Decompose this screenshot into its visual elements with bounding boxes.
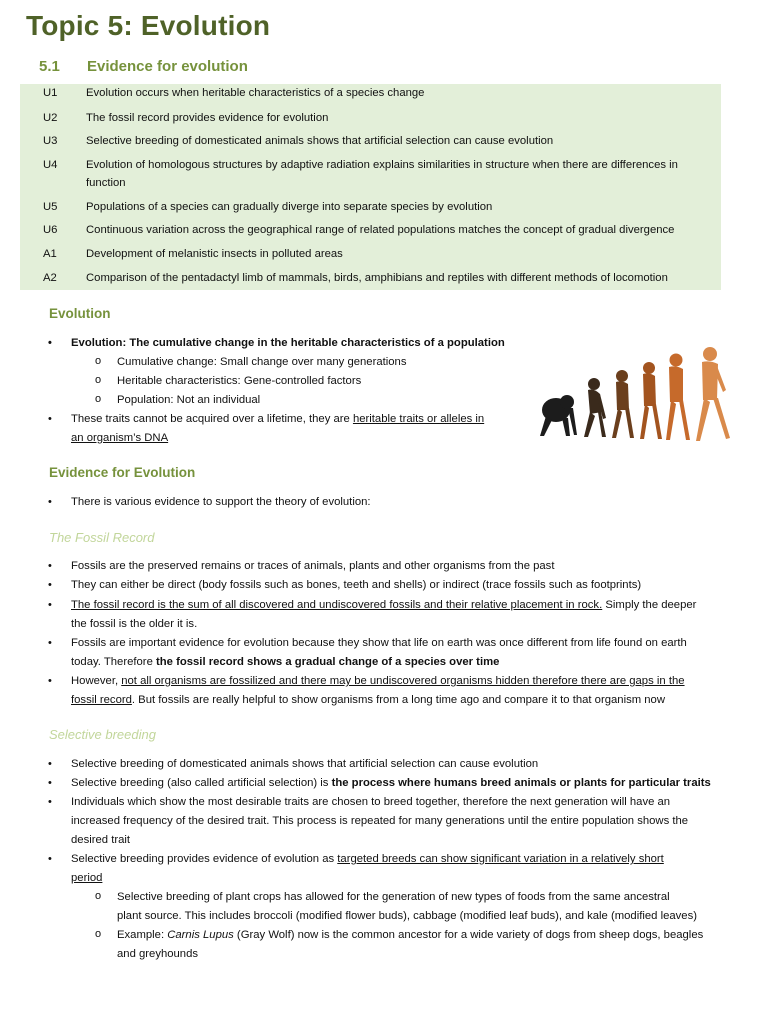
traits-text: These traits cannot be acquired over a lifetime, they are	[71, 413, 353, 425]
evidence-heading: Evidence for Evolution	[49, 465, 196, 480]
section-subtitle	[39, 58, 248, 75]
objective-text: Development of melanistic insects in polluted areas	[86, 248, 343, 260]
objective-code: A1	[43, 248, 57, 260]
selective-bullet-2-bold: the process where humans breed animals or plants for particular traits	[331, 777, 711, 789]
definition-subpoint: o Population: Not an individual	[117, 391, 517, 410]
fossil-bullet-4-pre: today. Therefore	[71, 656, 156, 668]
objective-code: U5	[43, 201, 58, 213]
hominid-figure-3	[640, 362, 662, 439]
objective-code: U6	[43, 224, 58, 236]
selective-subpoint-1-line1: Selective breeding of plant crops has allowed for the generation of new types of foods from the same ancestral	[117, 891, 670, 903]
objective-code: U3	[43, 135, 58, 147]
fossil-bullet-3-text-cont: the fossil is the older it is.	[71, 618, 198, 630]
hominid-figure-2	[612, 370, 634, 438]
objective-code: U2	[43, 112, 58, 124]
objective-text: Selective breeding of domesticated animals shows that artificial selection can cause evolution	[86, 135, 554, 147]
selective-bullet-3-line1: Individuals which show the most desirable traits are chosen to breed together, therefore the next generation will have an	[71, 796, 671, 808]
fossil-bullet-4-bold: the fossil record shows a gradual change of a species over time	[156, 656, 500, 668]
objective-code: U4	[43, 159, 58, 171]
objectives-table	[20, 84, 721, 290]
section-number: 5.1	[39, 58, 60, 75]
fossil-bullet-5	[71, 672, 741, 710]
traits-bullet	[71, 410, 531, 429]
objective-text: Continuous variation across the geographical range of related populations matches the concept of gradual divergence	[86, 224, 675, 236]
hominid-figure-4	[666, 354, 690, 441]
selective-bullet-4-underlined: targeted breeds can show significant variation in a relatively short	[337, 853, 664, 865]
selective-bullet-2-pre: Selective breeding (also called artificial selection) is	[71, 777, 332, 789]
selective-subpoint-2-pre: Example:	[117, 929, 168, 941]
traits-underlined: heritable traits or alleles in	[352, 413, 485, 425]
traits-underlined-continued: an organism’s DNA	[71, 432, 169, 444]
fossil-bullet-5-underlined-cont: fossil record	[71, 694, 132, 706]
human-evolution-illustration	[532, 340, 738, 446]
selective-bullet-2	[71, 774, 741, 793]
fossil-bullet-3-text: Simply the deeper	[602, 599, 697, 611]
selective-bullet-1: • Selective breeding of domesticated animals shows that artificial selection can cause evolution	[71, 755, 741, 774]
selective-bullet-3-line2: increased frequency of the desired trait. This process is repeated for many generations until the entire population shows the	[71, 815, 689, 827]
selective-bullet-3-line3: desired trait	[71, 834, 131, 846]
selective-subpoint-2-line2: and greyhounds	[117, 948, 199, 960]
selective-subpoint-1-line2: plant source. This includes broccoli (modified flower buds), cabbage (modified leaf buds), and kale (modified leaves)	[117, 910, 697, 922]
fossil-heading: The Fossil Record	[49, 530, 155, 545]
objective-text: The fossil record provides evidence for evolution	[86, 112, 329, 124]
fossil-bullet-5-pre: However,	[71, 675, 122, 687]
selective-subpoint-2-rest: (Gray Wolf) now is the common ancestor for a wide variety of dogs from sheep dogs, beagles	[233, 929, 704, 941]
selective-subpoint-2-italic: Carnis Lupus	[167, 929, 234, 941]
evidence-intro: • There is various evidence to support the theory of evolution:	[71, 493, 741, 512]
traits-bullet-continued	[71, 429, 531, 448]
evolution-heading: Evolution	[49, 306, 111, 321]
early-hominid-figure	[584, 378, 606, 437]
ape-figure	[540, 395, 577, 436]
fossil-bullet-3	[71, 596, 741, 634]
fossil-record-definition: The fossil record is the sum of all discovered and undiscovered fossils and their relative placement in rock.	[71, 599, 603, 611]
fossil-bullet-4-line1: Fossils are important evidence for evolution because they show that life on earth was once different from life found on earth	[71, 637, 687, 649]
fossil-bullet-5-rest: . But fossils are really helpful to show organisms from a long time ago and compare it to that organism now	[131, 694, 666, 706]
fossil-bullet-1: • Fossils are the preserved remains or traces of animals, plants and other organisms from the past	[71, 557, 741, 576]
selective-heading: Selective breeding	[49, 727, 156, 742]
objective-text: Evolution occurs when heritable characteristics of a species change	[86, 87, 425, 99]
evolution-definition: • Evolution: The cumulative change in the heritable characteristics of a population	[71, 334, 521, 353]
definition-subpoint: o Heritable characteristics: Gene-controlled factors	[117, 372, 517, 391]
selective-subpoint-2	[117, 926, 743, 964]
selective-bullet-4	[71, 850, 741, 888]
selective-subpoint-1	[117, 888, 743, 926]
modern-human-figure	[696, 347, 730, 441]
objective-code: U1	[43, 87, 58, 99]
fossil-bullet-2: • They can either be direct (body fossils such as bones, teeth and shells) or indirect (trace fossils such as footprints)	[71, 576, 741, 595]
objective-text: Evolution of homologous structures by adaptive radiation explains similarities in structure when there are differences in function	[86, 159, 678, 189]
selective-bullet-4-underlined-cont: period	[71, 872, 103, 884]
objective-text: Populations of a species can gradually diverge into separate species by evolution	[86, 201, 493, 213]
objective-text: Comparison of the pentadactyl limb of mammals, birds, amphibians and reptiles with different methods of locomotion	[86, 272, 668, 284]
selective-bullet-3	[71, 793, 741, 850]
section-title: Evidence for evolution	[87, 58, 248, 75]
objective-code: A2	[43, 272, 57, 284]
selective-bullet-4-pre: Selective breeding provides evidence of evolution as	[71, 853, 338, 865]
fossil-bullet-5-underlined: not all organisms are fossilized and there may be undiscovered organisms hidden therefore there are gaps in the	[121, 675, 685, 687]
fossil-bullet-4	[71, 634, 741, 672]
definition-subpoint: o Cumulative change: Small change over many generations	[117, 353, 517, 372]
page-title: Topic 5: Evolution	[26, 10, 271, 41]
